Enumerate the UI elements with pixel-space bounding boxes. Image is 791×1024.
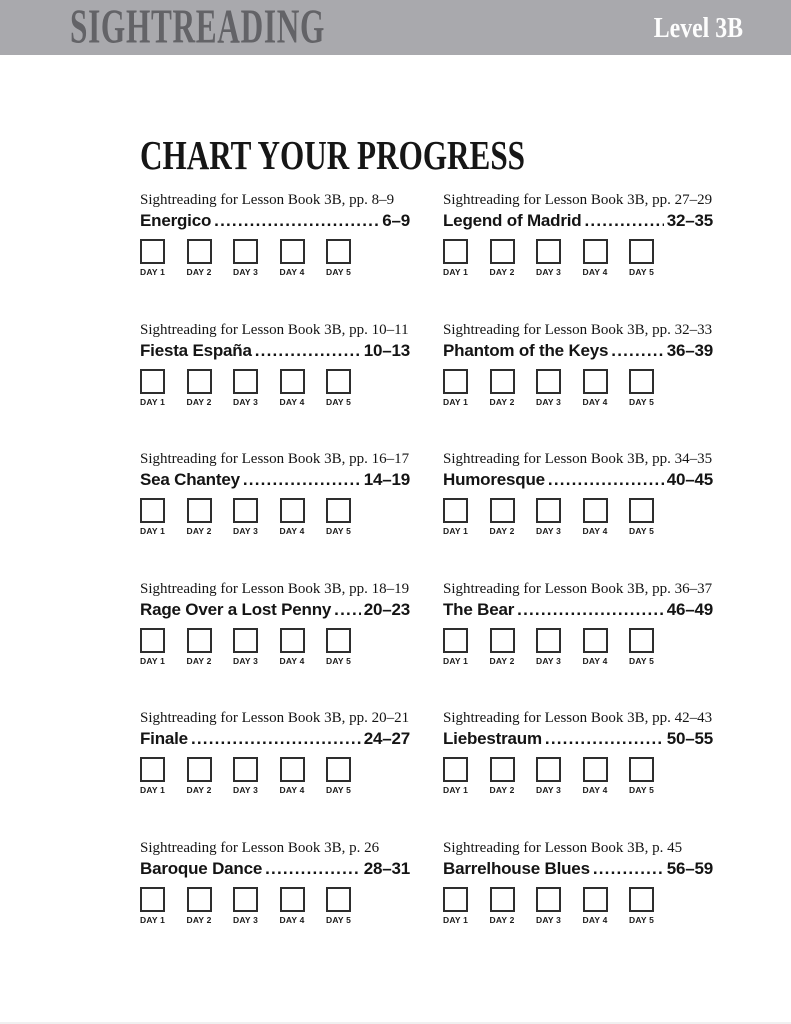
entry-title: The Bear [443,599,515,619]
day-cell [280,498,305,536]
day-label: DAY 5 [629,396,655,407]
day-label: DAY 3 [233,526,259,536]
entry-source: Sightreading for Lesson Book 3B, p. 26 [140,839,380,856]
entry-barrelhouse-blues [443,839,713,969]
entry-source: Sightreading for Lesson Book 3B, pp. 36–37 [443,580,713,597]
day-label: DAY 4 [582,396,608,407]
day-checkbox[interactable] [536,369,561,394]
day-label: DAY 5 [326,785,352,795]
entry-title: Sea Chantey [140,470,240,489]
entry-phantom-of-the-keys [443,321,713,451]
day-cell [140,239,165,277]
day-cell [233,498,258,536]
day-cell [490,498,515,536]
dot-leader [517,600,664,620]
day-checkbox[interactable] [490,887,515,912]
dot-leader [593,859,664,879]
day-cell [326,887,351,925]
day-checkbox[interactable] [187,369,212,394]
day-checkbox[interactable] [490,757,515,782]
day-label: DAY 5 [629,785,655,795]
entry-title: Fiesta España [140,340,252,360]
day-label: DAY 3 [536,396,562,407]
dot-leader [334,600,361,620]
day-checkbox[interactable] [583,369,608,394]
day-checkbox[interactable] [280,887,305,912]
day-checkbox[interactable] [187,757,212,782]
day-cell [187,239,212,277]
day-label: DAY 4 [279,785,305,795]
day-cell [326,498,351,536]
day-cell [187,498,212,536]
entry-title: Baroque Dance [140,858,263,878]
dot-leader [548,470,664,490]
day-label: DAY 3 [233,396,259,407]
day-checkbox[interactable] [326,757,351,782]
entry-source: Sightreading for Lesson Book 3B, pp. 42–43 [443,710,713,726]
day-checkboxes [140,757,410,795]
day-checkbox[interactable] [280,757,305,782]
day-cell [443,369,468,407]
entry-pages: 14–19 [363,470,410,489]
day-checkboxes [140,369,410,407]
day-cell [187,757,212,795]
day-checkbox[interactable] [140,887,165,912]
day-checkboxes [443,887,713,925]
day-cell [280,369,305,407]
day-checkbox[interactable] [536,628,561,653]
day-label: DAY 4 [582,655,608,666]
day-checkbox[interactable] [140,757,165,782]
day-cell [536,369,561,407]
app-title: SIGHTREADING [70,0,325,53]
entry-title: Energico [140,211,212,230]
page-title: CHART YOUR PROGRESS [140,132,525,178]
day-checkboxes [140,628,410,666]
day-label: DAY 4 [279,526,305,536]
day-label: DAY 2 [186,785,212,795]
day-cell [233,887,258,925]
day-checkbox[interactable] [629,757,654,782]
day-cell [490,757,515,795]
day-cell [629,498,654,536]
entry-pages: 28–31 [363,858,410,878]
day-label: DAY 1 [443,526,469,536]
day-checkboxes [443,757,713,795]
entry-source: Sightreading for Lesson Book 3B, pp. 8–9 [140,192,395,208]
day-cell [233,628,258,666]
day-checkboxes [443,239,713,277]
entry-sea-chantey [140,450,410,580]
entry-humoresque [443,450,713,580]
day-cell [536,239,561,277]
day-cell [536,887,561,925]
day-checkbox[interactable] [187,887,212,912]
dot-leader [545,729,664,749]
day-checkbox[interactable] [280,628,305,653]
day-checkbox[interactable] [443,887,468,912]
day-checkbox[interactable] [140,498,165,523]
entry-pages: 24–27 [363,729,410,748]
day-checkbox[interactable] [629,239,654,264]
day-label: DAY 1 [443,655,469,666]
day-cell [326,757,351,795]
entry-title-line [140,211,410,232]
day-label: DAY 3 [536,655,562,666]
day-label: DAY 4 [582,785,608,795]
day-checkbox[interactable] [629,369,654,394]
entry-title: Legend of Madrid [443,211,582,230]
entry-title: Finale [140,729,188,748]
day-label: DAY 2 [186,267,212,277]
day-label: DAY 2 [489,526,515,536]
day-checkbox[interactable] [629,498,654,523]
day-checkbox[interactable] [536,757,561,782]
day-label: DAY 3 [233,785,259,795]
day-label: DAY 4 [582,526,608,536]
dot-leader [243,470,361,490]
day-checkbox[interactable] [233,628,258,653]
entry-pages: 20–23 [363,599,410,619]
day-cell [443,628,468,666]
day-label: DAY 5 [326,396,352,407]
entry-fiesta-espana [140,321,410,451]
day-checkbox[interactable] [233,757,258,782]
day-label: DAY 2 [489,914,515,925]
day-checkbox[interactable] [583,887,608,912]
day-label: DAY 2 [186,655,212,666]
day-cell [443,498,468,536]
day-cell [140,498,165,536]
day-label: DAY 5 [629,267,655,277]
day-label: DAY 4 [582,267,608,277]
day-label: DAY 1 [140,396,166,407]
day-cell [536,757,561,795]
day-cell [280,239,305,277]
progress-entries-grid [140,191,713,968]
entry-source: Sightreading for Lesson Book 3B, pp. 32–33 [443,321,713,338]
entry-pages: 46–49 [666,599,713,619]
dot-leader [611,341,663,361]
day-checkbox[interactable] [140,239,165,264]
day-checkbox[interactable] [583,628,608,653]
dot-leader [255,341,361,361]
day-checkbox[interactable] [233,887,258,912]
day-label: DAY 3 [536,914,562,925]
entry-pages: 50–55 [666,729,713,748]
day-cell [326,239,351,277]
day-cell [140,369,165,407]
day-cell [187,369,212,407]
entry-source: Sightreading for Lesson Book 3B, pp. 20–21 [140,710,410,726]
day-label: DAY 5 [326,655,352,666]
day-cell [326,369,351,407]
day-cell [233,757,258,795]
day-checkbox[interactable] [443,757,468,782]
day-cell [536,498,561,536]
day-label: DAY 1 [140,267,166,277]
entry-source: Sightreading for Lesson Book 3B, pp. 16–17 [140,451,410,467]
entry-title-line [443,600,713,621]
day-cell [583,628,608,666]
day-checkbox[interactable] [443,369,468,394]
day-label: DAY 1 [140,526,166,536]
entry-title-line [140,600,410,621]
entry-source: Sightreading for Lesson Book 3B, p. 45 [443,839,683,856]
day-cell [583,369,608,407]
entry-title-line [443,211,713,232]
day-label: DAY 3 [233,655,259,666]
day-cell [443,757,468,795]
day-cell [629,887,654,925]
day-cell [629,628,654,666]
day-checkbox[interactable] [443,239,468,264]
day-checkbox[interactable] [536,239,561,264]
day-checkbox[interactable] [280,498,305,523]
dot-leader [191,729,361,749]
day-checkbox[interactable] [233,239,258,264]
day-label: DAY 4 [279,267,305,277]
entry-pages: 40–45 [666,470,713,489]
dot-leader [584,211,663,231]
day-cell [233,239,258,277]
day-label: DAY 5 [326,914,352,925]
dot-leader [265,859,361,879]
day-label: DAY 4 [279,655,305,666]
day-label: DAY 5 [326,526,352,536]
day-cell [187,628,212,666]
day-label: DAY 1 [443,396,469,407]
entry-pages: 10–13 [363,340,410,360]
entry-title-line [443,341,713,362]
entry-title-line [140,470,410,491]
day-cell [583,239,608,277]
entry-title: Barrelhouse Blues [443,858,590,878]
day-cell [629,369,654,407]
day-cell [140,628,165,666]
day-label: DAY 1 [140,914,166,925]
day-label: DAY 3 [536,267,562,277]
day-checkbox[interactable] [326,628,351,653]
entry-title-line [140,859,410,880]
level-badge: Level 3B [653,13,743,44]
day-checkbox[interactable] [326,498,351,523]
day-checkbox[interactable] [490,628,515,653]
day-checkbox[interactable] [233,369,258,394]
entry-title: Liebestraum [443,729,542,748]
entry-baroque-dance [140,839,410,969]
day-checkboxes [140,887,410,925]
day-cell [326,628,351,666]
entry-energico [140,191,410,321]
day-label: DAY 4 [279,396,305,407]
day-label: DAY 5 [629,526,655,536]
day-checkbox[interactable] [187,239,212,264]
day-checkbox[interactable] [443,628,468,653]
day-label: DAY 1 [443,914,469,925]
entry-source: Sightreading for Lesson Book 3B, pp. 10–11 [140,321,409,338]
day-checkbox[interactable] [583,239,608,264]
entry-the-bear [443,580,713,710]
day-label: DAY 4 [582,914,608,925]
day-label: DAY 2 [186,526,212,536]
entry-source: Sightreading for Lesson Book 3B, pp. 18–19 [140,580,410,597]
day-cell [280,757,305,795]
day-cell [280,887,305,925]
day-label: DAY 2 [489,267,515,277]
day-checkbox[interactable] [629,628,654,653]
entry-title-line [443,859,713,880]
day-checkbox[interactable] [140,369,165,394]
day-cell [490,628,515,666]
day-checkbox[interactable] [490,369,515,394]
day-label: DAY 3 [536,785,562,795]
day-checkbox[interactable] [443,498,468,523]
entry-title-line [443,470,713,491]
day-cell [140,887,165,925]
day-label: DAY 5 [629,914,655,925]
day-checkbox[interactable] [326,239,351,264]
day-label: DAY 2 [489,655,515,666]
header-bar [0,0,791,55]
day-cell [583,887,608,925]
day-checkbox[interactable] [140,628,165,653]
day-label: DAY 3 [233,267,259,277]
entry-pages: 36–39 [666,340,713,360]
entry-pages: 56–59 [666,858,713,878]
entry-legend-of-madrid [443,191,713,321]
day-label: DAY 1 [140,785,166,795]
entry-pages: 32–35 [666,211,713,230]
day-cell [187,887,212,925]
day-checkboxes [140,239,410,277]
entry-title: Rage Over a Lost Penny [140,599,332,619]
entry-title-line [443,729,713,750]
day-cell [140,757,165,795]
entry-title: Humoresque [443,470,545,489]
day-label: DAY 2 [489,785,515,795]
entry-title-line [140,729,410,750]
day-checkbox[interactable] [187,498,212,523]
day-checkbox[interactable] [583,498,608,523]
day-cell [490,239,515,277]
day-checkboxes [140,498,410,536]
entry-title-line [140,341,410,362]
day-label: DAY 3 [233,914,259,925]
day-cell [280,628,305,666]
day-cell [233,369,258,407]
day-cell [490,887,515,925]
day-cell [536,628,561,666]
day-label: DAY 2 [186,914,212,925]
day-checkbox[interactable] [490,239,515,264]
day-cell [629,757,654,795]
dot-leader [214,211,379,231]
day-cell [629,239,654,277]
day-checkbox[interactable] [187,628,212,653]
entry-source: Sightreading for Lesson Book 3B, pp. 27–29 [443,192,713,208]
day-cell [443,887,468,925]
entry-liebestraum [443,709,713,839]
day-label: DAY 3 [536,526,562,536]
day-label: DAY 4 [279,914,305,925]
entry-finale [140,709,410,839]
day-cell [583,757,608,795]
entry-source: Sightreading for Lesson Book 3B, pp. 34–35 [443,451,713,467]
day-checkbox[interactable] [490,498,515,523]
day-checkbox[interactable] [583,757,608,782]
entry-pages: 6–9 [382,211,410,230]
day-label: DAY 5 [326,267,352,277]
day-cell [583,498,608,536]
day-label: DAY 1 [443,267,469,277]
day-checkbox[interactable] [629,887,654,912]
day-cell [490,369,515,407]
entry-rage-over-a-lost-penny [140,580,410,710]
day-label: DAY 1 [443,785,469,795]
day-checkbox[interactable] [536,498,561,523]
day-checkbox[interactable] [326,369,351,394]
day-checkboxes [443,628,713,666]
day-label: DAY 2 [489,396,515,407]
day-checkboxes [443,369,713,407]
day-checkbox[interactable] [233,498,258,523]
day-checkbox[interactable] [280,369,305,394]
day-label: DAY 1 [140,655,166,666]
day-cell [443,239,468,277]
day-checkbox[interactable] [536,887,561,912]
day-checkbox[interactable] [280,239,305,264]
day-checkboxes [443,498,713,536]
day-label: DAY 2 [186,396,212,407]
day-checkbox[interactable] [326,887,351,912]
day-label: DAY 5 [629,655,655,666]
entry-title: Phantom of the Keys [443,340,609,360]
